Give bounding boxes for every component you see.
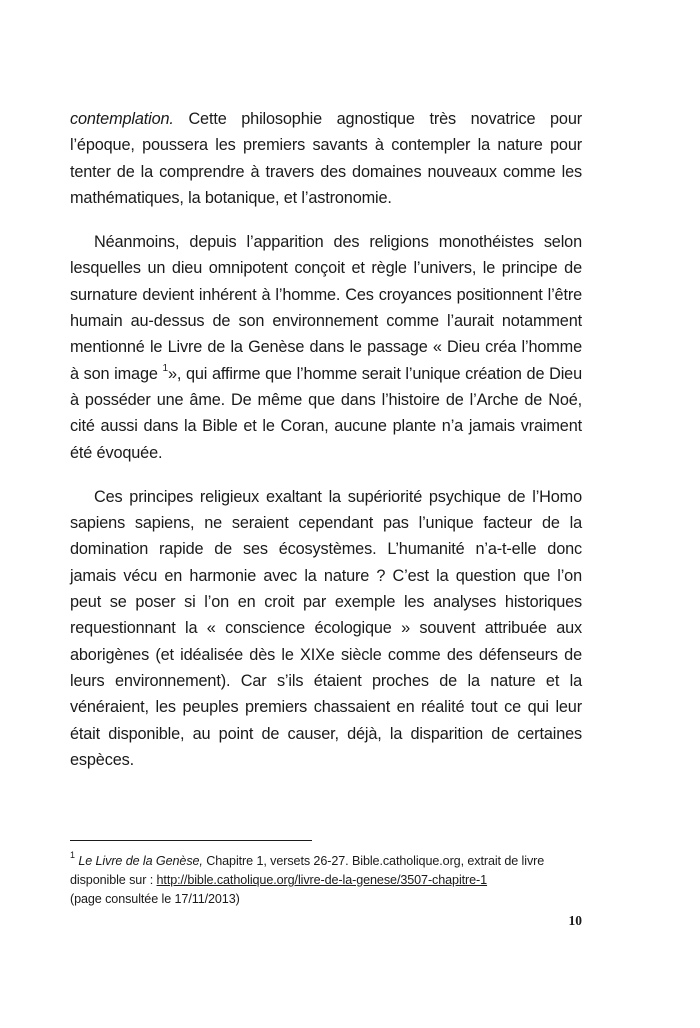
paragraph-2-text-after-note: », qui affirme que l’homme serait l’unique création de Dieu à posséder une âme. De même que dans l’histoire de l’Arche de Noé, cité aussi dans la Bible et le Coran, aucune plante n’a jamais vraiment été évoquée. (70, 364, 582, 462)
paragraph-1 (70, 106, 582, 211)
page-body (70, 106, 582, 791)
page-number: 10 (568, 913, 582, 928)
paragraph-1-lead-italic: contemplation. (70, 110, 174, 128)
footnote-text: Chapitre 1, versets 26-27. Bible.catholique.org, extrait de livre disponible sur : (70, 854, 545, 887)
footnote-link[interactable]: http://bible.catholique.org/livre-de-la-genese/3507-chapitre-1 (156, 873, 488, 887)
paragraph-3-text: Ces principes religieux exaltant la supériorité psychique de l’Homo sapiens sapiens, ne seraient cependant pas l’unique facteur de la domination rapide de ses écosystèmes. L’humanité n’a-t-elle donc jamais vécu en harmonie avec la nature ? C’est la question que l’on peut se poser si l’on en croit par exemple les analyses historiques requestionnant la « conscience écologique » souvent attribuée aux aborigènes (et idéalisée dès le XIXe siècle comme des défenseurs de leurs environnement). Car s’ils étaient proches de la nature et la vénéraient, les peuples premiers chassaient en réalité tout ce qui leur était disponible, au point de causer, déjà, la disparition de certaines espèces. (70, 487, 582, 769)
footnote-divider (70, 840, 312, 841)
footnote (70, 849, 590, 909)
paragraph-2 (70, 229, 582, 466)
paragraph-3 (70, 484, 582, 773)
paragraph-1-text: Cette philosophie agnostique très novatrice pour l’époque, poussera les premiers savants à contempler la nature pour tenter de la comprendre à travers des domaines nouveaux comme les mathématiques, la botanique, et l’astronomie. (70, 110, 582, 207)
footnote-reference[interactable]: 1 (162, 363, 168, 375)
footnote-consulted: (page consultée le 17/11/2013) (70, 892, 240, 906)
paragraph-2-text-before-note: Néanmoins, depuis l’apparition des religions monothéistes selon lesquelles un dieu omnipotent conçoit et règle l’univers, le principe de surnature devient inhérent à l’homme. Ces croyances positionnent l’être humain au-dessus de son environnement comme l’aurait notamment mentionné le Livre de la Genèse dans le passage « Dieu créa l’homme à son image (70, 233, 582, 383)
footnote-marker: 1 (70, 849, 75, 860)
footnote-title: Le Livre de la Genèse, (78, 854, 203, 868)
